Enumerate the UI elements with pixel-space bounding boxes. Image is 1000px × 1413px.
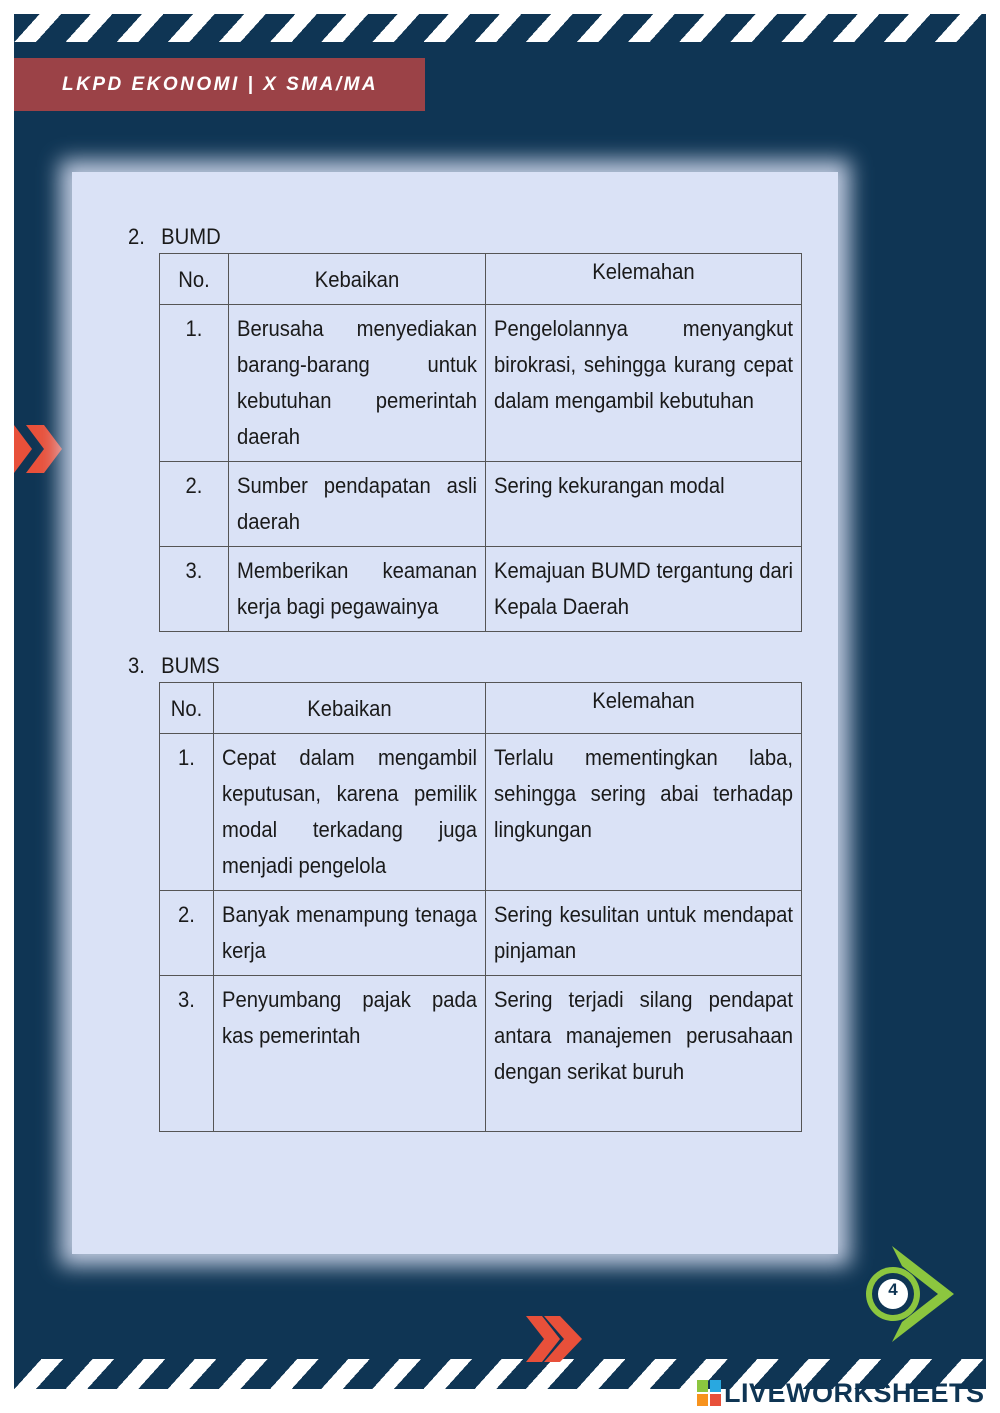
column-header-kelemahan: Kelemahan xyxy=(486,254,802,305)
header-banner xyxy=(14,58,425,111)
column-header-no: No. xyxy=(160,683,214,734)
column-header-kelemahan: Kelemahan xyxy=(486,683,802,734)
section-number: 3. xyxy=(128,653,145,678)
row-number: 2. xyxy=(160,891,214,976)
table-header-row xyxy=(160,683,802,734)
watermark-text: LIVEWORKSHEETS xyxy=(724,1377,985,1408)
section-title-bums xyxy=(128,653,220,679)
kebaikan-cell: Penyumbang pajak pada kas pemerintah xyxy=(214,976,486,1132)
table-row xyxy=(160,891,802,976)
row-number: 3. xyxy=(160,547,229,632)
section-title-bumd xyxy=(128,224,221,250)
kebaikan-cell: Memberikan keamanan kerja bagi pegawainya xyxy=(229,547,486,632)
content-paper xyxy=(72,172,838,1254)
section-name: BUMS xyxy=(161,653,220,678)
left-double-chevron-icon xyxy=(14,425,62,473)
row-number: 1. xyxy=(160,305,229,462)
liveworksheets-logo-icon xyxy=(697,1380,721,1406)
table-header-row xyxy=(160,254,802,305)
top-stripe-border xyxy=(14,14,986,42)
column-header-kebaikan: Kebaikan xyxy=(214,683,486,734)
page-number: 4 xyxy=(888,1280,898,1299)
section-name: BUMD xyxy=(161,224,221,249)
table-row xyxy=(160,547,802,632)
page-number-badge-icon xyxy=(858,1244,958,1344)
table-row xyxy=(160,305,802,462)
kelemahan-cell: Pengelolannya menyangkut birokrasi, sehingga kurang cepat dalam mengambil kebutuhan xyxy=(486,305,802,462)
kebaikan-cell: Sumber pendapatan asli daerah xyxy=(229,462,486,547)
liveworksheets-watermark[interactable] xyxy=(697,1376,985,1410)
table-row xyxy=(160,462,802,547)
header-title: LKPD EKONOMI | X SMA/MA xyxy=(62,74,379,95)
row-number: 1. xyxy=(160,734,214,891)
kelemahan-cell: Terlalu mementingkan laba, sehingga sering abai terhadap lingkungan xyxy=(486,734,802,891)
section-number: 2. xyxy=(128,224,145,249)
kelemahan-cell: Kemajuan BUMD tergantung dari Kepala Daerah xyxy=(486,547,802,632)
kelemahan-cell: Sering kesulitan untuk mendapat pinjaman xyxy=(486,891,802,976)
column-header-no: No. xyxy=(160,254,229,305)
table-row xyxy=(160,734,802,891)
kebaikan-cell: Cepat dalam mengambil keputusan, karena pemilik modal terkadang juga menjadi pengelola xyxy=(214,734,486,891)
table-bumd xyxy=(159,253,802,632)
table-bums xyxy=(159,682,802,1132)
row-number: 3. xyxy=(160,976,214,1132)
kelemahan-cell: Sering terjadi silang pendapat antara manajemen perusahaan dengan serikat buruh xyxy=(486,976,802,1132)
column-header-kebaikan: Kebaikan xyxy=(229,254,486,305)
row-number: 2. xyxy=(160,462,229,547)
kebaikan-cell: Banyak menampung tenaga kerja xyxy=(214,891,486,976)
kelemahan-cell: Sering kekurangan modal xyxy=(486,462,802,547)
kebaikan-cell: Berusaha menyediakan barang-barang untuk kebutuhan pemerintah daerah xyxy=(229,305,486,462)
table-row xyxy=(160,976,802,1132)
bottom-double-chevron-icon xyxy=(526,1316,582,1362)
